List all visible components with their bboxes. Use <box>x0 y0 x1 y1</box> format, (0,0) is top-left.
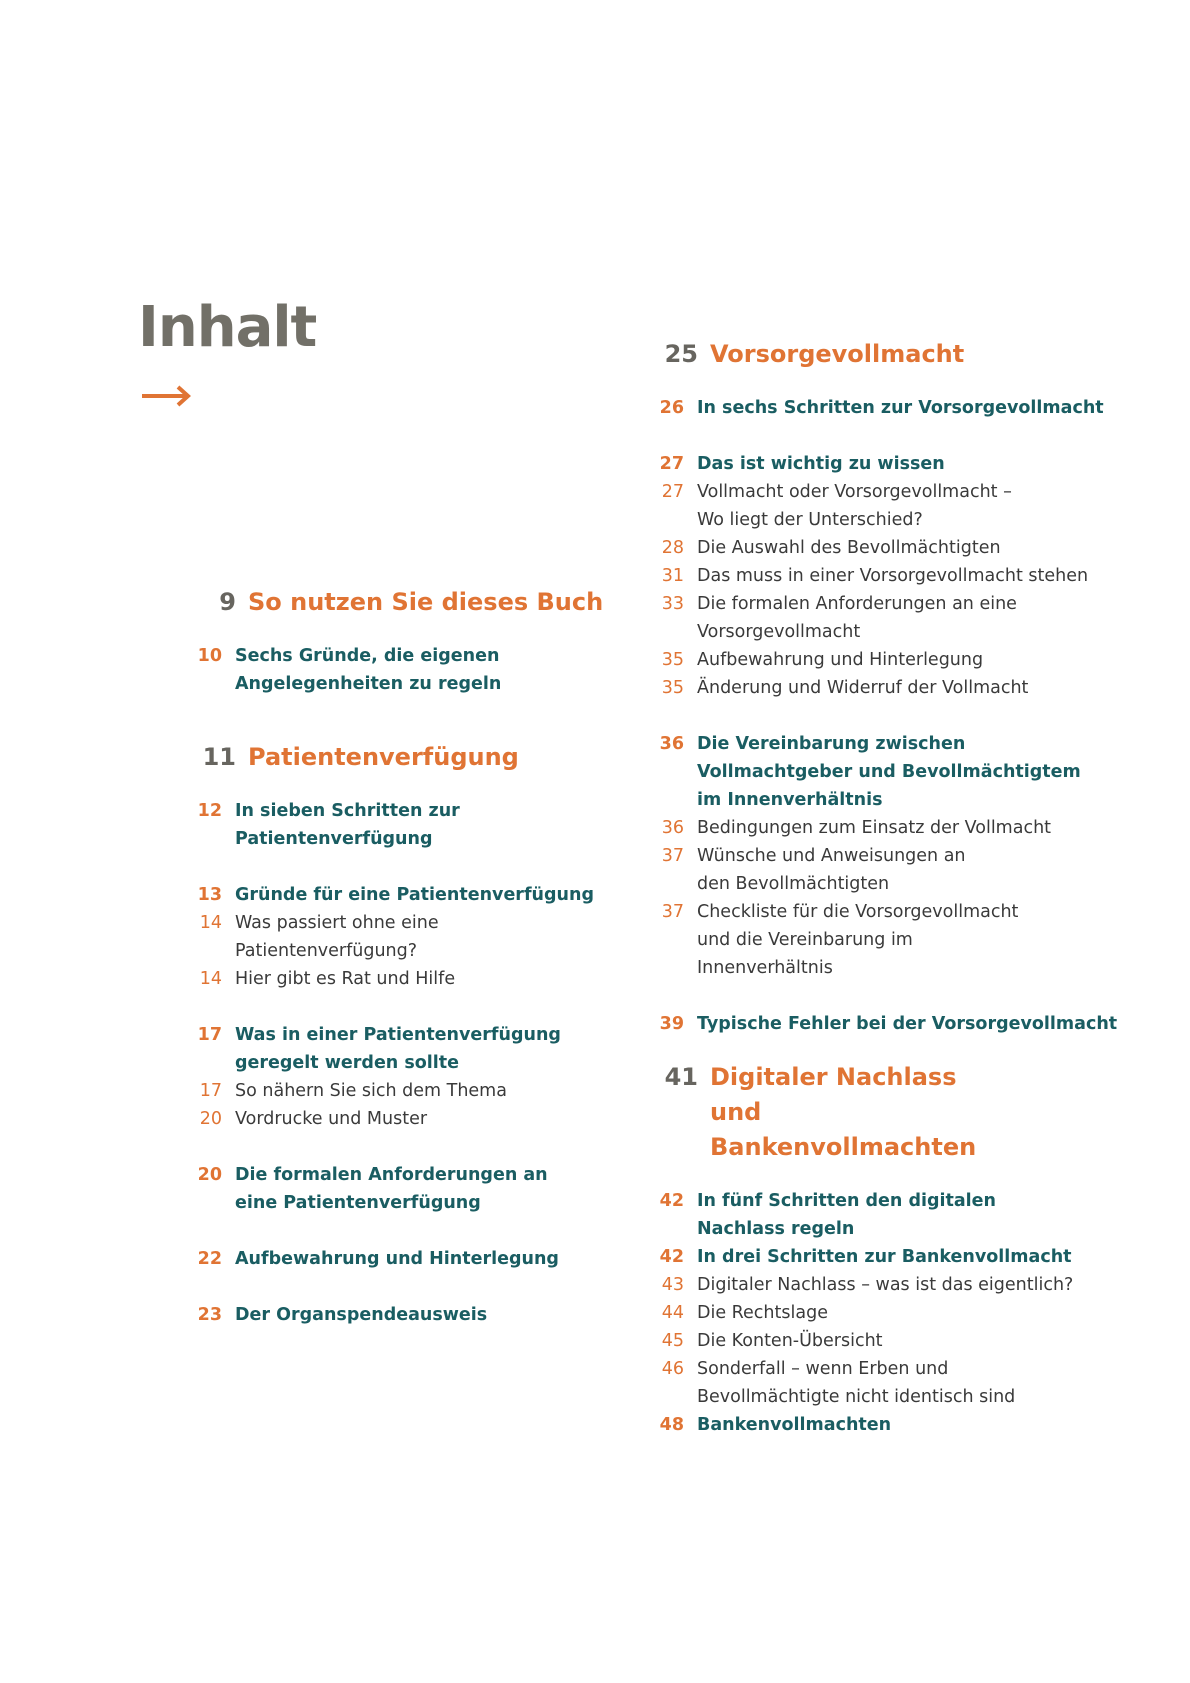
entry-page-number: 20 <box>199 1109 222 1129</box>
entry-title: Vollmacht oder Vorsorgevollmacht – Wo liegt der Unterschied? <box>697 482 1012 530</box>
toc-entry[interactable] <box>648 1010 1148 1038</box>
chapter-title: So nutzen Sie dieses Buch <box>248 588 604 616</box>
entry-page-number: 37 <box>661 902 684 922</box>
toc-entry[interactable] <box>648 394 1148 422</box>
entry-title: In fünf Schritten den digitalen Nachlass regeln <box>697 1191 997 1239</box>
chapter-page-number: 11 <box>202 743 236 771</box>
entry-page-number: 44 <box>661 1303 684 1323</box>
toc-entry[interactable] <box>648 674 1148 702</box>
entry-page-number: 48 <box>659 1415 684 1435</box>
toc-entry[interactable] <box>648 842 1148 898</box>
toc-entry[interactable] <box>648 1271 1148 1299</box>
entry-title: Die Vereinbarung zwischen Vollmachtgeber und Bevollmächtigtem im Innenverhältnis <box>697 734 1081 810</box>
entry-page-number: 17 <box>197 1025 222 1045</box>
toc-entry[interactable] <box>648 1243 1148 1271</box>
toc-entry[interactable] <box>186 1245 616 1273</box>
entry-title: Sechs Gründe, die eigenen Angelegenheiten zu regeln <box>235 646 502 694</box>
toc-entry[interactable] <box>648 1299 1148 1327</box>
entry-title: Bankenvollmachten <box>697 1415 892 1435</box>
page-title: Inhalt <box>138 295 317 360</box>
entry-title: Aufbewahrung und Hinterlegung <box>235 1249 559 1269</box>
entry-page-number: 36 <box>661 818 684 838</box>
entry-page-number: 42 <box>659 1191 684 1211</box>
entry-title: In sieben Schritten zur Patientenverfügung <box>235 801 460 849</box>
entry-page-number: 27 <box>659 454 684 474</box>
entry-page-number: 37 <box>661 846 684 866</box>
toc-entry[interactable] <box>186 642 616 698</box>
toc-left-column <box>186 585 616 1329</box>
entry-page-number: 45 <box>661 1331 684 1351</box>
entry-title: So nähern Sie sich dem Thema <box>235 1081 507 1101</box>
toc-entry[interactable] <box>186 1021 616 1077</box>
toc-entry[interactable] <box>648 1411 1148 1439</box>
entry-page-number: 35 <box>661 678 684 698</box>
toc-entry[interactable] <box>186 797 616 853</box>
entry-page-number: 43 <box>661 1275 684 1295</box>
toc-entry[interactable] <box>186 1077 616 1105</box>
entry-title: Das ist wichtig zu wissen <box>697 454 945 474</box>
entry-title: Der Organspendeausweis <box>235 1305 488 1325</box>
chapter-page-number: 9 <box>219 588 236 616</box>
arrow-right-icon <box>140 383 194 409</box>
entry-title: Was passiert ohne eine Patientenverfügung? <box>235 913 439 961</box>
chapter-title: Patientenverfügung <box>248 743 519 771</box>
toc-chapter[interactable] <box>186 585 616 620</box>
entry-title: In drei Schritten zur Bankenvollmacht <box>697 1247 1072 1267</box>
toc-entry[interactable] <box>648 814 1148 842</box>
entry-page-number: 17 <box>199 1081 222 1101</box>
entry-page-number: 10 <box>197 646 222 666</box>
entry-title: Digitaler Nachlass – was ist das eigentlich? <box>697 1275 1074 1295</box>
entry-page-number: 14 <box>199 969 222 989</box>
toc-entry[interactable] <box>186 1105 616 1133</box>
toc-right-column <box>648 337 1148 1439</box>
entry-title: Bedingungen zum Einsatz der Vollmacht <box>697 818 1052 838</box>
toc-entry[interactable] <box>186 1301 616 1329</box>
toc-entry[interactable] <box>648 898 1148 982</box>
entry-page-number: 20 <box>197 1165 222 1185</box>
entry-page-number: 31 <box>661 566 684 586</box>
entry-title: Sonderfall – wenn Erben und Bevollmächtigte nicht identisch sind <box>697 1359 1016 1407</box>
entry-title: Die Rechtslage <box>697 1303 828 1323</box>
entry-page-number: 42 <box>659 1247 684 1267</box>
entry-title: Die formalen Anforderungen an eine Patientenverfügung <box>235 1165 548 1213</box>
entry-page-number: 33 <box>661 594 684 614</box>
entry-title: Die Konten-Übersicht <box>697 1331 883 1351</box>
toc-entry[interactable] <box>186 1161 616 1217</box>
entry-page-number: 39 <box>659 1014 684 1034</box>
toc-entry[interactable] <box>186 909 616 965</box>
entry-page-number: 23 <box>197 1305 222 1325</box>
entry-page-number: 22 <box>197 1249 222 1269</box>
entry-page-number: 36 <box>659 734 684 754</box>
entry-title: Hier gibt es Rat und Hilfe <box>235 969 456 989</box>
toc-entry[interactable] <box>648 1355 1148 1411</box>
toc-chapter[interactable] <box>648 1060 1148 1165</box>
toc-entry[interactable] <box>648 534 1148 562</box>
chapter-page-number: 25 <box>664 340 698 368</box>
toc-entry[interactable] <box>648 590 1148 646</box>
entry-title: Was in einer Patientenverfügung geregelt werden sollte <box>235 1025 561 1073</box>
toc-entry[interactable] <box>648 646 1148 674</box>
chapter-title: Vorsorgevollmacht <box>710 340 965 368</box>
toc-entry[interactable] <box>648 1187 1148 1243</box>
entry-page-number: 26 <box>659 398 684 418</box>
entry-title: Die Auswahl des Bevollmächtigten <box>697 538 1001 558</box>
toc-entry[interactable] <box>648 1327 1148 1355</box>
entry-page-number: 46 <box>661 1359 684 1379</box>
entry-title: Typische Fehler bei der Vorsorgevollmacht <box>697 1014 1118 1034</box>
entry-page-number: 28 <box>661 538 684 558</box>
entry-title: Die formalen Anforderungen an eine Vorsorgevollmacht <box>697 594 1017 642</box>
entry-title: Aufbewahrung und Hinterlegung <box>697 650 984 670</box>
entry-title: In sechs Schritten zur Vorsorgevollmacht <box>697 398 1104 418</box>
chapter-page-number: 41 <box>664 1063 698 1091</box>
entry-title: Wünsche und Anweisungen an den Bevollmächtigten <box>697 846 966 894</box>
entry-page-number: 14 <box>199 913 222 933</box>
toc-chapter[interactable] <box>186 740 616 775</box>
entry-page-number: 35 <box>661 650 684 670</box>
chapter-title: Digitaler Nachlass und Bankenvollmachten <box>710 1063 977 1161</box>
entry-title: Vordrucke und Muster <box>235 1109 428 1129</box>
entry-title: Checkliste für die Vorsorgevollmacht und die Vereinbarung im Innenverhältnis <box>697 902 1019 978</box>
toc-entry[interactable] <box>648 478 1148 534</box>
entry-title: Das muss in einer Vorsorgevollmacht stehen <box>697 566 1089 586</box>
entry-title: Änderung und Widerruf der Vollmacht <box>697 678 1029 698</box>
entry-page-number: 12 <box>197 801 222 821</box>
toc-entry[interactable] <box>648 730 1148 814</box>
entry-page-number: 27 <box>661 482 684 502</box>
toc-entry[interactable] <box>186 881 616 909</box>
toc-entry[interactable] <box>186 965 616 993</box>
entry-title: Gründe für eine Patientenverfügung <box>235 885 594 905</box>
toc-entry[interactable] <box>648 562 1148 590</box>
entry-page-number: 13 <box>197 885 222 905</box>
toc-entry[interactable] <box>648 450 1148 478</box>
toc-chapter[interactable] <box>648 337 1148 372</box>
